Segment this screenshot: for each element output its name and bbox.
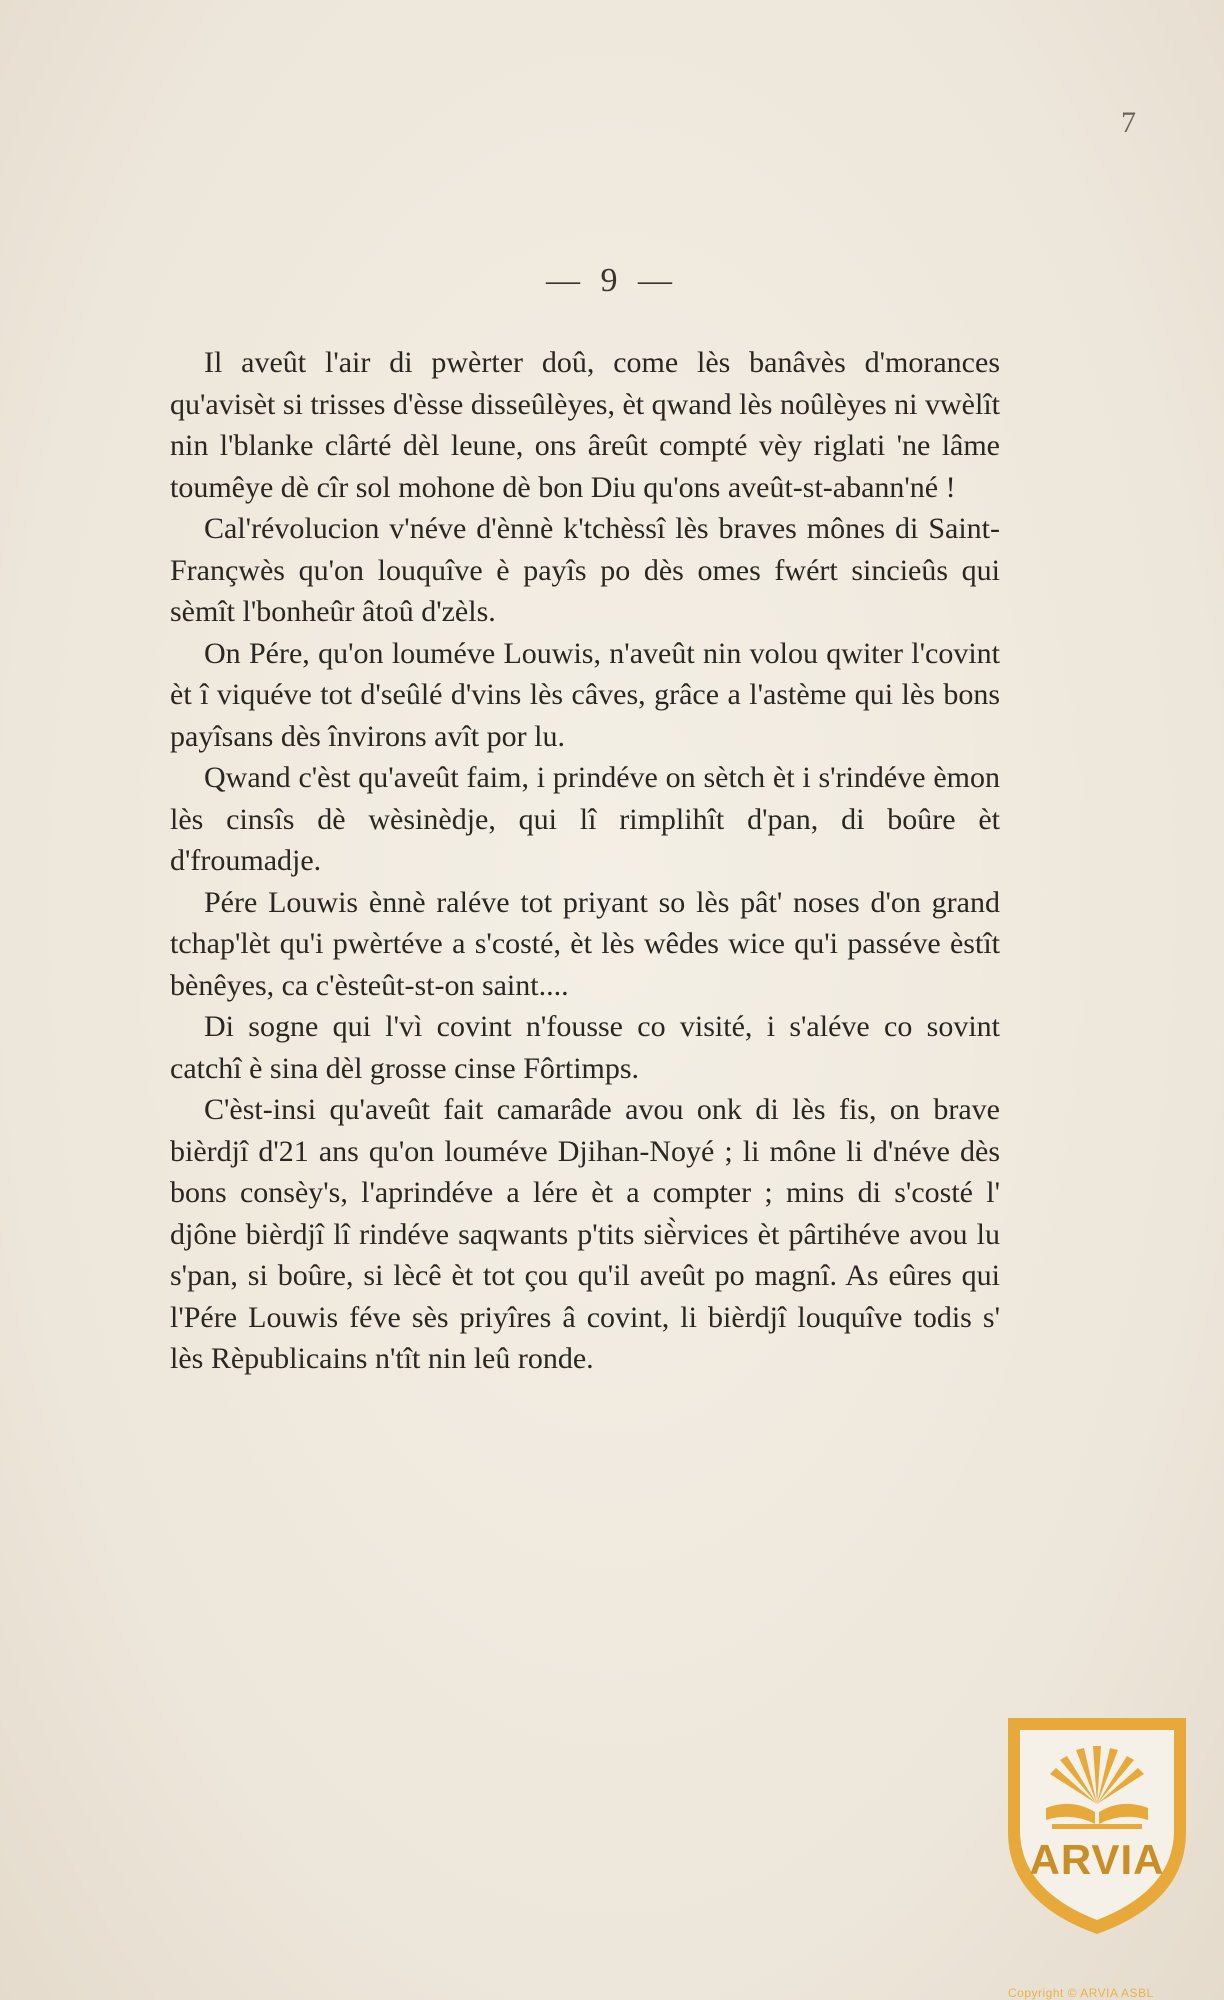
- paragraph: Pére Louwis ènnè raléve tot priyant so lès pât' noses d'on grand tchap'lèt qu'i pwèrtéve a s'costé, èt lès wêdes wice qu'i passéve èstît bènêyes, ca c'èsteût-st-on saint....: [170, 885, 1000, 1002]
- arvia-logo: [996, 1712, 1198, 1940]
- paragraph: Il aveût l'air di pwèrter doû, come lès banâvès d'morances qu'avisèt si trisses d'èsse disseûlèyes, èt qwand lès noûlèyes ni vwèlît nin l'blanke clârté dèl leune, ons âreût compté vèy riglati 'ne lâme toumêye dè cîr sol mohone dè bon Diu qu'ons aveût-st-abann'né !: [170, 346, 1000, 504]
- corner-mark: 7: [1121, 106, 1136, 139]
- paragraph: Cal'révolucion v'néve d'ènnè k'tchèssî lès braves mônes di Saint-Françwès qu'on louquîve è payîs po dès omes fwért sincieûs qui sèmît l'bonheûr âtoû d'zèls.: [170, 512, 1000, 628]
- paragraph: On Pére, qu'on louméve Louwis, n'aveût nin volou qwiter l'covint èt î viquéve tot d'seûlé d'vins lès câves, grâce a l'astème qui lès bons payîsans dès învirons avît por lu.: [170, 636, 1000, 753]
- body-text: [170, 342, 1000, 1380]
- paragraph: Qwand c'èst qu'aveût faim, i prindéve on sètch èt i s'rindéve èmon lès cinsîs dè wèsinèdje, qui lî rimplihît d'pan, di boûre èt d'froumadje.: [170, 761, 1000, 877]
- paragraph: C'èst-insi qu'aveût fait camarâde avou onk di lès fis, on brave bièrdjî d'21 ans qu'on louméve Djihan-Noyé ; li mône li d'néve dès bons consèy's, l'aprindéve a lére èt a compter ; mins di s'costé l' djône bièrdjî lî rindéve saqwants p'tits siè̀rvices èt pârtihéve avou lu s'pan, si boûre, si lècê èt tot çou qu'il aveût po magnî. As eûres qui l'Pére Louwis féve sès priyîres â covint, li bièrdjî louquîve todis s' lès Rèpublicains n'tît nin leû ronde.: [170, 1093, 1000, 1375]
- logo-text: ARVIA: [1029, 1836, 1165, 1883]
- copyright-notice: Copyright © ARVIA ASBL: [1008, 1986, 1154, 2000]
- paragraph: Di sogne qui l'vì covint n'fousse co visité, i s'aléve co sovint catchî è sina dèl grosse cinse Fôrtimps.: [170, 1010, 1000, 1085]
- page-number: — 9 —: [546, 262, 678, 299]
